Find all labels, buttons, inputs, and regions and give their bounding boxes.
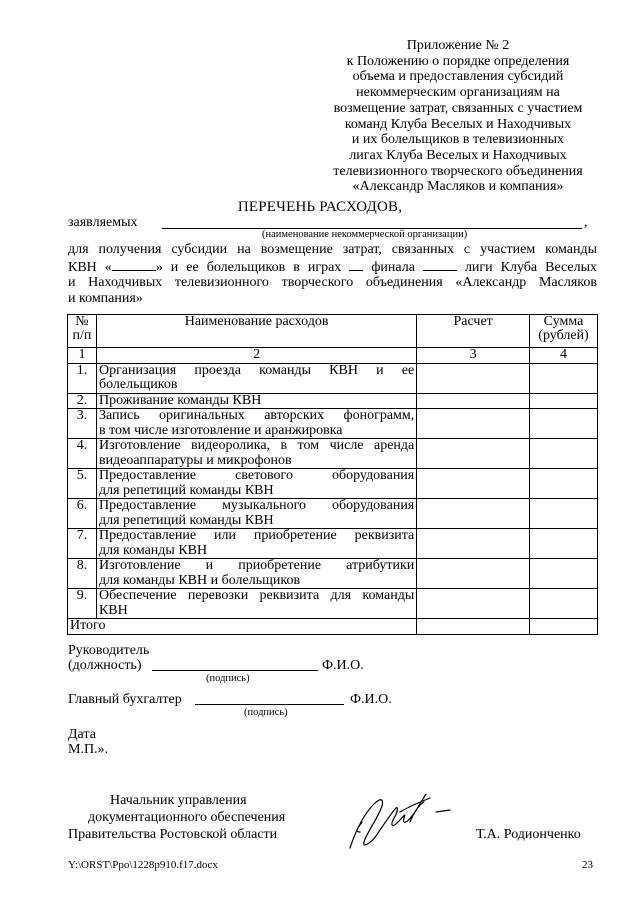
appendix-line: возмещение затрат, связанных с участием [333,100,583,116]
row-name-line: для репетиций команды КВН [98,512,274,528]
document-title: ПЕРЕЧЕНЬ РАСХОДОВ, [237,199,403,215]
row-calc-cell[interactable] [417,469,530,499]
declared-label: заявляемых [68,215,138,230]
header-num: № п/п [68,315,97,348]
official-name: Т.А. Родионченко [476,827,581,842]
table-row [68,409,598,439]
table-row [68,363,598,393]
appendix-line: объема и предоставления субсидий [352,69,564,85]
row-num: 6. [68,499,97,529]
row-calc-cell[interactable] [417,499,530,529]
row-name-line: Изготовление видеоролика, в том числе аренда [98,438,415,453]
head-fio: Ф.И.О. [322,658,364,673]
row-calc-cell[interactable] [417,439,530,469]
row-num: 3. [68,409,97,439]
appendix-line: к Положению о порядке определения [346,53,570,69]
row-calc-cell[interactable] [417,589,530,619]
row-name-line: для репетиций команды КВН [98,482,274,498]
appendix-line: команд Клуба Веселых и Находчивых [344,116,572,132]
row-name-line: Обеспечение перевозки реквизита для команды [98,588,415,603]
accountant-signature-field[interactable] [195,691,344,705]
row-name [96,589,416,619]
team-name-field[interactable] [112,258,156,271]
row-name-line: Проживание команды КВН [98,392,262,408]
appendix-line: телевизионного творческого объединения [333,163,583,179]
table-row [68,529,598,559]
row-sum-cell[interactable] [530,529,598,559]
row-sum-cell[interactable] [530,409,598,439]
position-label: (должность) [68,658,142,673]
col-number: 3 [417,348,530,364]
official-line-3: Правительства Ростовской области [68,827,278,842]
appendix-line: «Александр Масляков и компания» [352,179,564,195]
row-calc-cell[interactable] [417,409,530,439]
row-name [96,469,416,499]
date-label: Дата [68,727,96,742]
row-num: 5. [68,469,97,499]
league-field[interactable] [423,258,457,271]
text-league: лиги Клуба Веселых [464,259,598,275]
purpose-line-4: и компания» [68,290,143,306]
total-row [68,619,598,635]
row-name-line: Организация проезда команды КВН и ее [98,362,415,378]
accountant-label: Главный бухгалтер [68,692,182,707]
row-calc-cell[interactable] [417,363,530,393]
purpose-line-1: для получения субсидии на возмещение затрат, связанных с участием команды [68,242,597,257]
purpose-paragraph [68,242,597,306]
games-field[interactable] [349,258,363,271]
stamp-label: М.П.». [68,742,109,757]
appendix-line: некоммерческим организациям на [356,85,560,101]
col-number: 2 [96,348,416,364]
row-name-line: болельщиков [98,377,178,392]
appendix-line: Приложение № 2 [406,38,510,53]
table-row [68,439,598,469]
row-name-line: для команды КВН [98,542,208,558]
text-kvn: КВН « [68,259,112,275]
row-sum-cell[interactable] [530,439,598,469]
purpose-line-2 [68,258,597,276]
table-row [68,589,598,619]
column-number-row [68,348,598,364]
row-name [96,363,416,393]
row-name-line: Предоставление музыкального оборудования [98,498,415,513]
row-name [96,529,416,559]
row-num: 4. [68,439,97,469]
head-sign-hint: (подпись) [206,673,250,684]
row-num: 7. [68,529,97,559]
row-num: 9. [68,589,97,619]
footer-file-path: Y:\ORST\Ppo\1228p910.f17.docx [68,859,218,871]
header-sum: Сумма (рублей) [530,315,598,348]
text-final: финала [371,259,415,275]
appendix-line: и их болельщиков в телевизионных [351,132,565,148]
row-name-line: видеоаппаратуры и микрофонов [98,452,292,468]
row-sum-cell[interactable] [530,559,598,589]
appendix-line: лигах Клуба Веселых и Находчивых [349,147,567,163]
row-name [96,559,416,589]
row-sum-cell[interactable] [530,363,598,393]
header-name: Наименование расходов [96,315,416,348]
total-calc-cell[interactable] [417,619,530,635]
official-line-2: документационного обеспечения [88,810,286,825]
row-sum-cell[interactable] [530,469,598,499]
table-row [68,393,598,409]
head-label: Руководитель [68,643,150,658]
appendix-heading [322,38,594,195]
row-calc-cell[interactable] [417,529,530,559]
header-calc: Расчет [417,315,530,348]
table-row [68,469,598,499]
col-number: 1 [68,348,97,364]
row-name-line: Предоставление светового оборудования [98,468,415,483]
row-sum-cell[interactable] [530,589,598,619]
purpose-line-3: и Находчивых телевизионного творческого объединения «Александр Масляков [68,275,597,290]
row-num: 8. [68,559,97,589]
expenses-table [67,314,598,635]
table-row [68,559,598,589]
row-name-line: Предоставление или приобретение реквизита [98,528,415,543]
row-name-line: Запись оригинальных авторских фонограмм, [98,408,415,423]
row-calc-cell[interactable] [417,393,530,409]
accountant-sign-hint: (подпись) [244,707,288,718]
row-sum-cell[interactable] [530,499,598,529]
table-header-row [68,315,598,348]
organization-hint: (наименование некоммерческой организации) [262,229,468,240]
row-calc-cell[interactable] [417,559,530,589]
row-name [96,439,416,469]
accountant-fio: Ф.И.О. [350,692,392,707]
row-name-line: в том числе изготовление и аранжировка [98,422,343,438]
footer-page-number: 23 [582,859,593,871]
col-number: 4 [530,348,598,364]
row-name-line: для команды КВН и болельщиков [98,572,301,588]
text-fans-games: » и ее болельщиков в играх [155,259,342,275]
total-label: Итого [68,619,417,635]
row-sum-cell[interactable] [530,393,598,409]
row-num: 1. [68,363,97,393]
declared-comma: , [584,215,588,230]
head-signature-field[interactable] [152,657,318,671]
row-name-line: КВН [98,602,128,618]
row-name [96,499,416,529]
table-row [68,499,598,529]
row-name-line: Изготовление и приобретение атрибутики [98,558,415,573]
handwritten-signature [340,782,460,854]
official-line-1: Начальник управления [110,793,247,808]
total-sum-cell[interactable] [530,619,598,635]
row-name [96,409,416,439]
row-name [96,393,416,409]
row-num: 2. [68,393,97,409]
organization-name-field[interactable] [162,214,582,229]
